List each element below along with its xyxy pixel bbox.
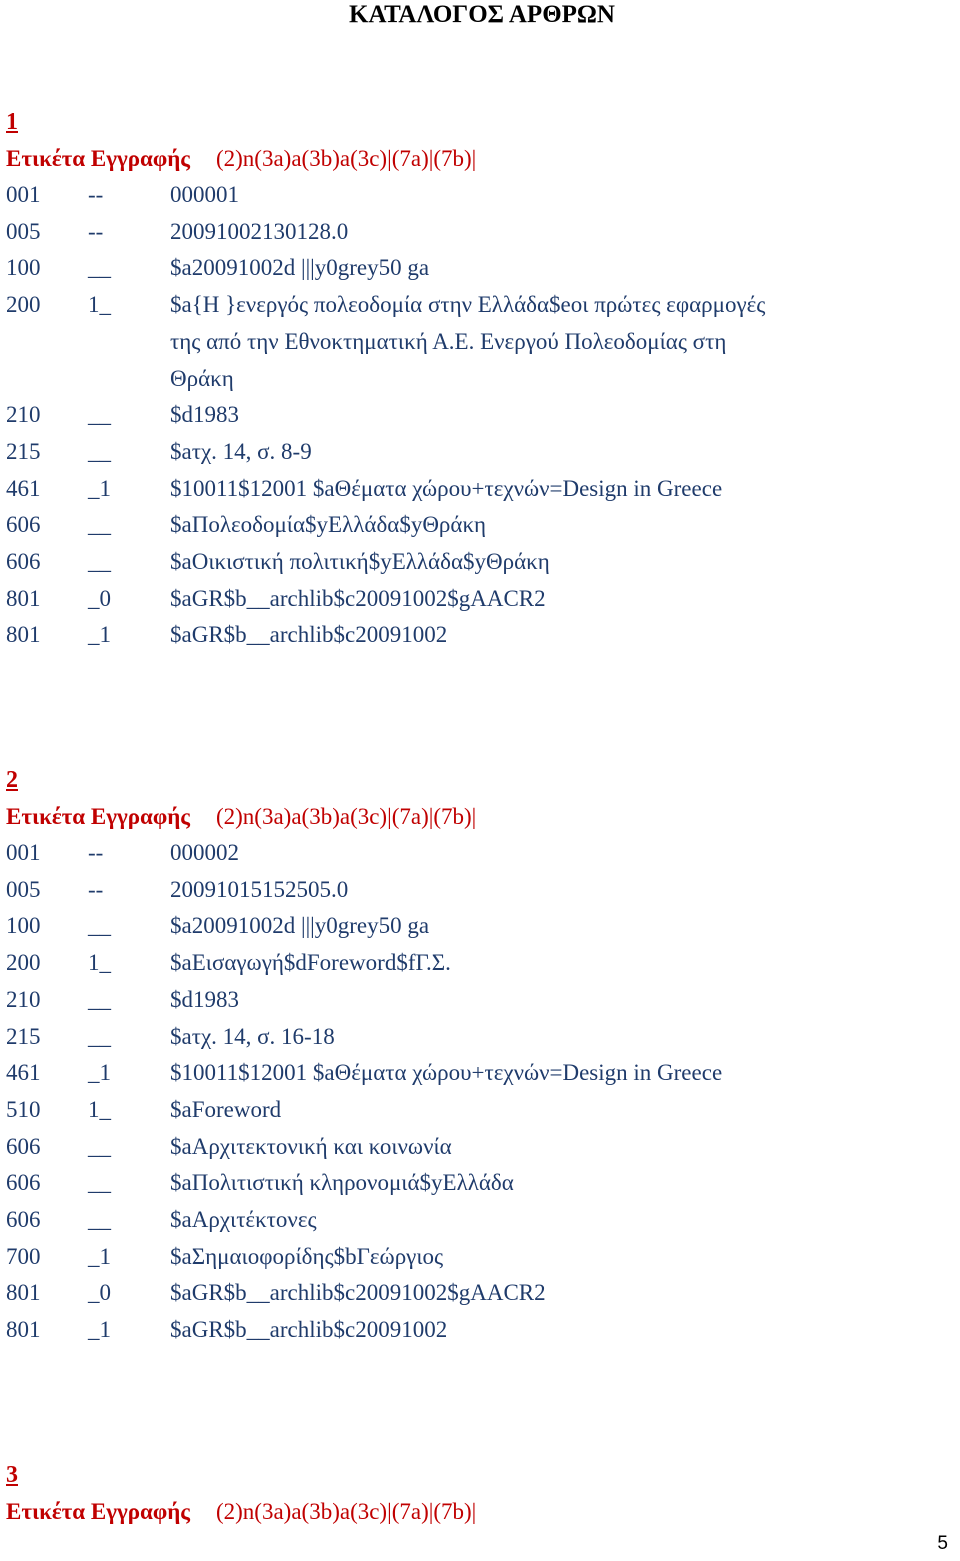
field-indicator: __ bbox=[88, 913, 111, 939]
field-row bbox=[6, 397, 946, 434]
field-value: $aForeword bbox=[170, 1096, 282, 1122]
field-row bbox=[6, 1055, 946, 1092]
field-indicator: __ bbox=[88, 1170, 111, 1196]
field-indicator: -- bbox=[88, 182, 104, 207]
field-tag: 510 bbox=[6, 1096, 41, 1122]
field-indicator: -- bbox=[88, 876, 104, 902]
field-value: $aGR$b__archlib$c20091002$gAACR2 bbox=[170, 1280, 546, 1306]
field-row bbox=[6, 1239, 946, 1276]
field-indicator: _0 bbox=[88, 1280, 111, 1306]
field-value: $aΠολεοδομία$yΕλλάδα$yΘράκη bbox=[170, 512, 487, 538]
field-tag: 461 bbox=[6, 475, 41, 501]
field-value: $aGR$b__archlib$c20091002 bbox=[170, 1317, 448, 1343]
field-row bbox=[6, 945, 946, 982]
record-1 bbox=[6, 103, 946, 654]
record-label-title: Ετικέτα Εγγραφής bbox=[6, 804, 190, 829]
field-tag: 461 bbox=[6, 1060, 41, 1086]
field-tag: 606 bbox=[6, 1207, 41, 1233]
field-row bbox=[6, 1275, 946, 1312]
field-row bbox=[6, 835, 946, 872]
field-value: 20091015152505.0 bbox=[170, 876, 349, 902]
field-indicator: __ bbox=[88, 438, 111, 464]
record-label-code: (2)n(3a)a(3b)a(3c)|(7a)|(7b)| bbox=[215, 146, 477, 171]
field-tag: 005 bbox=[6, 876, 41, 902]
field-row bbox=[6, 471, 946, 508]
field-tag: 100 bbox=[6, 913, 41, 939]
field-indicator: _1 bbox=[88, 1243, 111, 1269]
field-value: $a20091002d |||y0grey50 ga bbox=[170, 255, 430, 281]
field-tag: 606 bbox=[6, 512, 41, 538]
field-tag: 606 bbox=[6, 1133, 41, 1159]
record-3 bbox=[6, 1456, 946, 1530]
field-tag: 801 bbox=[6, 1280, 41, 1306]
record-label bbox=[6, 799, 946, 835]
field-row bbox=[6, 1129, 946, 1166]
record-label bbox=[6, 141, 946, 177]
field-row bbox=[6, 1092, 946, 1129]
field-value: $10011$12001 $aΘέματα χώρου+τεχνών=Design in Greece bbox=[170, 1060, 723, 1086]
field-row bbox=[6, 1202, 946, 1239]
field-value: 000002 bbox=[170, 840, 239, 865]
field-row bbox=[6, 507, 946, 544]
field-indicator: _1 bbox=[88, 1317, 111, 1343]
field-list bbox=[6, 177, 946, 654]
record-2 bbox=[6, 761, 946, 1349]
field-indicator: _1 bbox=[88, 475, 111, 501]
field-tag: 801 bbox=[6, 585, 41, 611]
field-indicator: 1_ bbox=[88, 950, 111, 976]
record-number: 3 bbox=[6, 1462, 18, 1488]
field-tag: 200 bbox=[6, 950, 41, 976]
field-indicator: -- bbox=[88, 840, 104, 865]
field-value: $d1983 bbox=[170, 402, 239, 428]
field-row bbox=[6, 434, 946, 471]
field-indicator: __ bbox=[88, 1023, 111, 1049]
field-indicator: 1_ bbox=[88, 1096, 111, 1122]
field-row bbox=[6, 908, 946, 945]
field-value: $a20091002d |||y0grey50 ga bbox=[170, 913, 430, 939]
field-row bbox=[6, 581, 946, 618]
field-value: $aΟικιστική πολιτική$yΕλλάδα$yΘράκη bbox=[170, 549, 550, 575]
field-tag: 606 bbox=[6, 1170, 41, 1196]
field-value: $d1983 bbox=[170, 986, 239, 1012]
field-list bbox=[6, 835, 946, 1349]
field-tag: 200 bbox=[6, 292, 41, 318]
field-tag: 005 bbox=[6, 218, 41, 244]
field-indicator: 1_ bbox=[88, 292, 111, 318]
field-tag: 100 bbox=[6, 255, 41, 281]
page-title: ΚΑΤΑΛΟΓΟΣ ΑΡΘΡΩΝ bbox=[349, 1, 615, 28]
field-tag: 215 bbox=[6, 1023, 41, 1049]
field-tag: 606 bbox=[6, 549, 41, 575]
record-number: 2 bbox=[6, 767, 18, 793]
field-value: $aGR$b__archlib$c20091002$gAACR2 bbox=[170, 585, 546, 611]
field-value: 000001 bbox=[170, 182, 239, 207]
field-tag: 001 bbox=[6, 182, 41, 207]
record-number: 1 bbox=[6, 109, 18, 135]
field-row bbox=[6, 287, 946, 397]
record-label bbox=[6, 1494, 946, 1530]
page-number: 5 bbox=[937, 1533, 948, 1554]
field-row bbox=[6, 982, 946, 1019]
field-row bbox=[6, 250, 946, 287]
field-value: $aτχ. 14, σ. 8-9 bbox=[170, 438, 312, 464]
field-tag: 215 bbox=[6, 438, 41, 464]
field-tag: 001 bbox=[6, 840, 41, 865]
field-indicator: __ bbox=[88, 549, 111, 575]
field-row bbox=[6, 1019, 946, 1056]
field-value: $aΕισαγωγή$dForeword$fΓ.Σ. bbox=[170, 950, 451, 976]
field-tag: 700 bbox=[6, 1243, 41, 1269]
field-row bbox=[6, 1165, 946, 1202]
field-row bbox=[6, 214, 946, 251]
field-indicator: __ bbox=[88, 1133, 111, 1159]
field-indicator: _1 bbox=[88, 622, 111, 648]
field-row bbox=[6, 1312, 946, 1349]
field-indicator: _0 bbox=[88, 585, 111, 611]
field-indicator: __ bbox=[88, 986, 111, 1012]
field-value: $10011$12001 $aΘέματα χώρου+τεχνών=Design in Greece bbox=[170, 475, 723, 501]
field-row bbox=[6, 872, 946, 909]
field-tag: 801 bbox=[6, 1317, 41, 1343]
record-label-code: (2)n(3a)a(3b)a(3c)|(7a)|(7b)| bbox=[215, 804, 477, 829]
field-value: $aΑρχιτέκτονες bbox=[170, 1207, 317, 1233]
field-value: $aΑρχιτεκτονική και κοινωνία bbox=[170, 1133, 452, 1159]
field-indicator: -- bbox=[88, 218, 104, 244]
record-label-title: Ετικέτα Εγγραφής bbox=[6, 146, 190, 171]
record-label-title: Ετικέτα Εγγραφής bbox=[6, 1499, 190, 1524]
field-value: $aΣημαιοφορίδης$bΓεώργιος bbox=[170, 1243, 444, 1269]
field-tag: 210 bbox=[6, 986, 41, 1012]
field-indicator: _1 bbox=[88, 1060, 111, 1086]
record-label-code: (2)n(3a)a(3b)a(3c)|(7a)|(7b)| bbox=[215, 1499, 477, 1524]
field-tag: 801 bbox=[6, 622, 41, 648]
field-row bbox=[6, 544, 946, 581]
field-value: $aτχ. 14, σ. 16-18 bbox=[170, 1023, 335, 1049]
field-indicator: __ bbox=[88, 1207, 111, 1233]
field-value: $aGR$b__archlib$c20091002 bbox=[170, 622, 448, 648]
field-indicator: __ bbox=[88, 402, 111, 428]
field-value: $aΠολιτιστική κληρονομιά$yΕλλάδα bbox=[170, 1170, 514, 1196]
field-indicator: __ bbox=[88, 255, 111, 281]
field-value: 20091002130128.0 bbox=[170, 218, 349, 244]
field-tag: 210 bbox=[6, 402, 41, 428]
field-value: $a{Η }ενεργός πολεοδομία στην Ελλάδα$eοι πρώτες εφαρμογές της από την Εθνοκτηματική Α.Ε. Ενεργού Πολεοδομίας στη Θράκη bbox=[170, 292, 766, 391]
field-row bbox=[6, 177, 946, 214]
field-indicator: __ bbox=[88, 512, 111, 538]
field-row bbox=[6, 617, 946, 654]
